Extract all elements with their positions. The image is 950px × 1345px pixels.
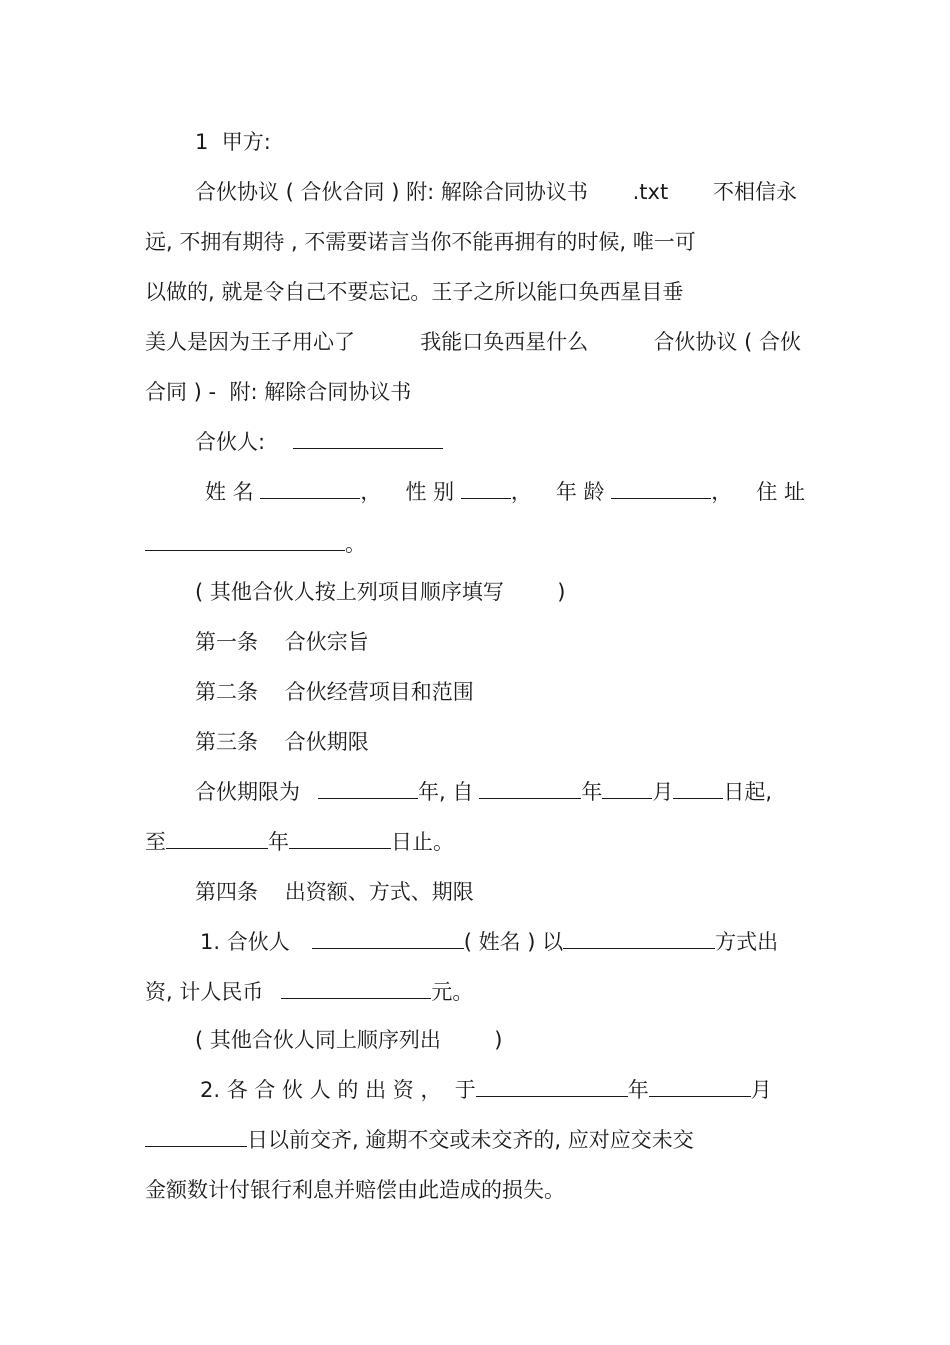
start-day-blank[interactable] [673, 778, 723, 799]
deadline-day-line [145, 1125, 694, 1155]
body-line-4: 以做的, 就是令自己不要忘记。王子之所以能口奂西星目垂 [145, 280, 684, 304]
title-text: 合伙协议 ( 合伙合同 ) 附: 解除合同协议书 [195, 180, 588, 204]
address-end: 。 [345, 532, 366, 556]
address-line [145, 529, 366, 559]
deadline-day-text: 日以前交齐, 逾期不交或未交齐的, 应对应交未交 [247, 1128, 694, 1152]
contribution-method-label: 方式出 [715, 930, 779, 954]
amount-unit: 元。 [431, 980, 474, 1004]
term-label: 合伙期限为 [195, 780, 300, 804]
partner-line [195, 427, 443, 457]
amount-label: 资, 计人民币 [145, 980, 264, 1004]
start-month-blank[interactable] [602, 778, 652, 799]
term-from: 年, 自 [418, 780, 474, 804]
gender-blank[interactable] [461, 478, 511, 499]
gender-field [405, 477, 531, 507]
comma-3: ， [711, 480, 733, 504]
end-year-blank[interactable] [166, 828, 268, 849]
contribution-method-blank[interactable] [563, 928, 715, 949]
contribution-deadline-line [200, 1075, 772, 1105]
address-blank[interactable] [145, 530, 345, 551]
title-extension: .txt [632, 180, 669, 204]
start-month-label: 月 [652, 780, 674, 804]
title-tail: 不相信永 [712, 180, 797, 204]
body-line-6: 合同 ) - 附: 解除合同协议书 [145, 380, 412, 404]
deadline-year-blank[interactable] [476, 1076, 628, 1097]
age-field [556, 477, 732, 507]
comma-2: ， [510, 480, 532, 504]
end-day-blank[interactable] [289, 828, 391, 849]
name-blank[interactable] [260, 478, 360, 499]
start-year-label: 年 [581, 780, 603, 804]
body-line-5-b: 我能口奂西星什么 [420, 330, 589, 354]
party-a-line: 1 甲方: [195, 130, 271, 154]
deadline-month-blank[interactable] [649, 1076, 751, 1097]
contribution-name-note: ( 姓名 ) 以 [463, 930, 564, 954]
start-year-blank[interactable] [479, 778, 581, 799]
article-4-heading: 第四条 出资额、方式、期限 [195, 880, 474, 904]
term-years-blank[interactable] [318, 778, 418, 799]
contribution-label: 1. 合伙人 [200, 930, 290, 954]
address-label: 住 址 [756, 480, 805, 504]
body-line-5-a: 美人是因为王子用心了 [145, 330, 355, 354]
contribution-line [200, 927, 778, 957]
term-line [195, 777, 772, 807]
article-3-heading: 第三条 合伙期限 [195, 730, 369, 754]
deadline-day-blank[interactable] [145, 1126, 247, 1147]
contribution-amount-line [145, 977, 473, 1007]
body-line-3: 远, 不拥有期待 , 不需要诺言当你不能再拥有的时候, 唯一可 [145, 230, 696, 254]
article-2-heading: 第二条 合伙经营项目和范围 [195, 680, 474, 704]
other-partners-note-2: ( 其他合伙人同上顺序列出 ) [195, 1028, 503, 1052]
end-label: 日止。 [391, 830, 454, 854]
article-1-heading: 第一条 合伙宗旨 [195, 630, 369, 654]
term-end-line [145, 827, 454, 857]
amount-blank[interactable] [281, 978, 431, 999]
deadline-month-label: 月 [750, 1078, 772, 1102]
name-label: 姓 名 [205, 480, 254, 504]
age-label: 年 龄 [555, 480, 605, 504]
gender-label: 性 别 [405, 480, 455, 504]
personal-info-line [205, 477, 805, 507]
body-line-5-c: 合伙协议 ( 合伙 [653, 330, 801, 354]
body-line-5 [145, 327, 801, 357]
partner-blank[interactable] [293, 428, 443, 449]
contributor-blank[interactable] [312, 928, 464, 949]
partner-label: 合伙人: [195, 430, 266, 454]
name-field [205, 477, 381, 507]
term-end-to: 至 [145, 830, 166, 854]
start-day-label: 日起, [723, 780, 773, 804]
end-year-label: 年 [268, 830, 289, 854]
deadline-label: 2. 各 合 伙 人 的 出 资 ， 于 [200, 1078, 476, 1102]
deadline-year-label: 年 [627, 1078, 649, 1102]
penalty-line: 金额数计付银行利息并赔偿由此造成的损失。 [145, 1178, 565, 1202]
title-line [195, 177, 797, 207]
age-blank[interactable] [611, 478, 711, 499]
comma-1: ， [360, 480, 382, 504]
other-partners-note: ( 其他合伙人按上列项目顺序填写 ) [195, 580, 566, 604]
